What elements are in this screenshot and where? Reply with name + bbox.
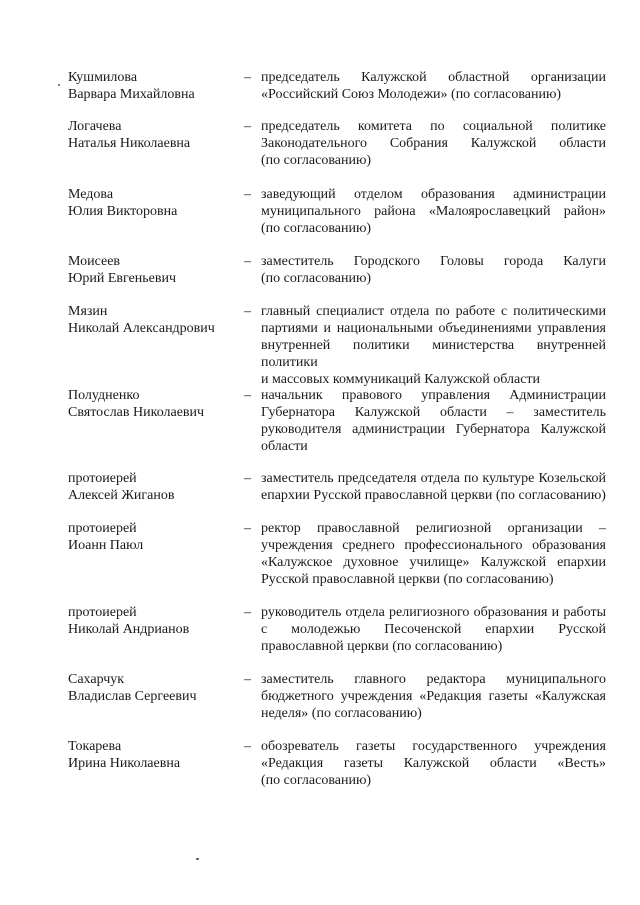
member-surname: Кушмилова	[68, 70, 138, 85]
dash-separator: –	[244, 388, 251, 403]
member-title: протоиерей	[68, 521, 137, 536]
dash-separator: –	[244, 672, 251, 687]
member-given-name: Алексей Жиганов	[68, 488, 175, 503]
dash-separator: –	[244, 254, 251, 269]
member-surname: Моисеев	[68, 254, 121, 269]
position-line: Русской православной церкви (по согласованию)	[261, 572, 554, 587]
member-position	[261, 303, 606, 388]
member-name	[68, 738, 238, 772]
position-line: епархии Русской православной церкви (по согласованию)	[261, 488, 606, 503]
position-line: (по согласованию)	[261, 773, 372, 788]
position-line: учреждения среднего профессионального образования	[261, 538, 606, 553]
position-line: бюджетного учреждения «Редакция газеты «Калужская	[261, 689, 606, 704]
position-line: неделя» (по согласованию)	[261, 706, 422, 721]
member-position	[261, 69, 606, 103]
member-surname: Мязин	[68, 304, 108, 319]
position-line: «Российский Союз Молодежи» (по согласованию)	[261, 87, 562, 102]
dash-separator: –	[244, 304, 251, 319]
member-given-name: Варвара Михайловна	[68, 87, 195, 102]
position-line: (по согласованию)	[261, 153, 372, 168]
dash-separator: –	[244, 521, 251, 536]
member-name	[68, 387, 238, 421]
dash-separator: –	[244, 739, 251, 754]
dash-separator: –	[244, 187, 251, 202]
member-position	[261, 604, 606, 655]
member-name	[68, 69, 238, 103]
scan-speck	[196, 858, 199, 860]
member-name	[68, 253, 238, 287]
position-line: «Калужское духовное училище» Калужской епархии	[261, 555, 606, 570]
member-surname: Медова	[68, 187, 114, 202]
member-name	[68, 671, 238, 705]
member-name	[68, 470, 238, 504]
position-line: главный специалист отдела по работе с политическими	[261, 304, 606, 319]
position-line: председатель Калужской областной организации	[261, 70, 606, 85]
position-line: Законодательного Собрания Калужской области	[261, 136, 606, 151]
member-name	[68, 118, 238, 152]
position-line: Губернатора Калужской области – заместитель	[261, 405, 606, 420]
dash-separator: –	[244, 605, 251, 620]
position-line: заместитель Городского Головы города Калуги	[261, 254, 606, 269]
position-line: заместитель председателя отдела по культуре Козельской	[261, 471, 606, 486]
member-given-name: Владислав Сергеевич	[68, 689, 197, 704]
position-line: православной церкви (по согласованию)	[261, 639, 503, 654]
member-name	[68, 520, 238, 554]
position-line: ректор православной религиозной организации –	[261, 521, 606, 536]
position-line: начальник правового управления Администрации	[261, 388, 606, 403]
position-line: «Редакция газеты Калужской области «Весть»	[261, 756, 606, 771]
position-line: (по согласованию)	[261, 221, 372, 236]
member-given-name: Ирина Николаевна	[68, 756, 181, 771]
member-name	[68, 303, 238, 337]
member-given-name: Наталья Николаевна	[68, 136, 191, 151]
member-given-name: Святослав Николаевич	[68, 405, 205, 420]
member-given-name: Николай Александрович	[68, 321, 215, 336]
member-position	[261, 387, 606, 455]
member-position	[261, 118, 606, 169]
member-name	[68, 186, 238, 220]
position-line: (по согласованию)	[261, 271, 372, 286]
member-given-name: Юлия Викторовна	[68, 204, 178, 219]
position-line: и массовых коммуникаций Калужской области	[261, 372, 541, 387]
member-given-name: Юрий Евгеньевич	[68, 271, 177, 286]
dash-separator: –	[244, 471, 251, 486]
member-title: протоиерей	[68, 605, 137, 620]
member-position	[261, 520, 606, 588]
member-name	[68, 604, 238, 638]
position-line: председатель комитета по социальной политике	[261, 119, 606, 134]
member-position	[261, 671, 606, 722]
member-position	[261, 470, 606, 504]
position-line: заведующий отделом образования администрации	[261, 187, 606, 202]
member-given-name: Николай Андрианов	[68, 622, 190, 637]
scan-speck	[58, 84, 60, 86]
position-line: руководитель отдела религиозного образования и работы	[261, 605, 606, 620]
position-line: заместитель главного редактора муниципального	[261, 672, 606, 687]
member-position	[261, 738, 606, 789]
position-line: внутренней политики министерства внутренней политики	[261, 338, 606, 370]
position-line: с молодежью Песоченской епархии Русской	[261, 622, 606, 637]
position-line: партиями и национальными объединениями управления	[261, 321, 606, 336]
dash-separator: –	[244, 119, 251, 134]
member-surname: Сахарчук	[68, 672, 125, 687]
dash-separator: –	[244, 70, 251, 85]
position-line: руководителя администрации Губернатора Калужской	[261, 422, 606, 437]
member-surname: Логачева	[68, 119, 122, 134]
member-position	[261, 186, 606, 237]
member-position	[261, 253, 606, 287]
position-line: муниципального района «Малоярославецкий район»	[261, 204, 606, 219]
member-surname: Токарева	[68, 739, 122, 754]
position-line: области	[261, 439, 308, 454]
member-surname: Полудненко	[68, 388, 140, 403]
member-title: протоиерей	[68, 471, 137, 486]
member-given-name: Иоанн Паюл	[68, 538, 144, 553]
position-line: обозреватель газеты государственного учреждения	[261, 739, 606, 754]
